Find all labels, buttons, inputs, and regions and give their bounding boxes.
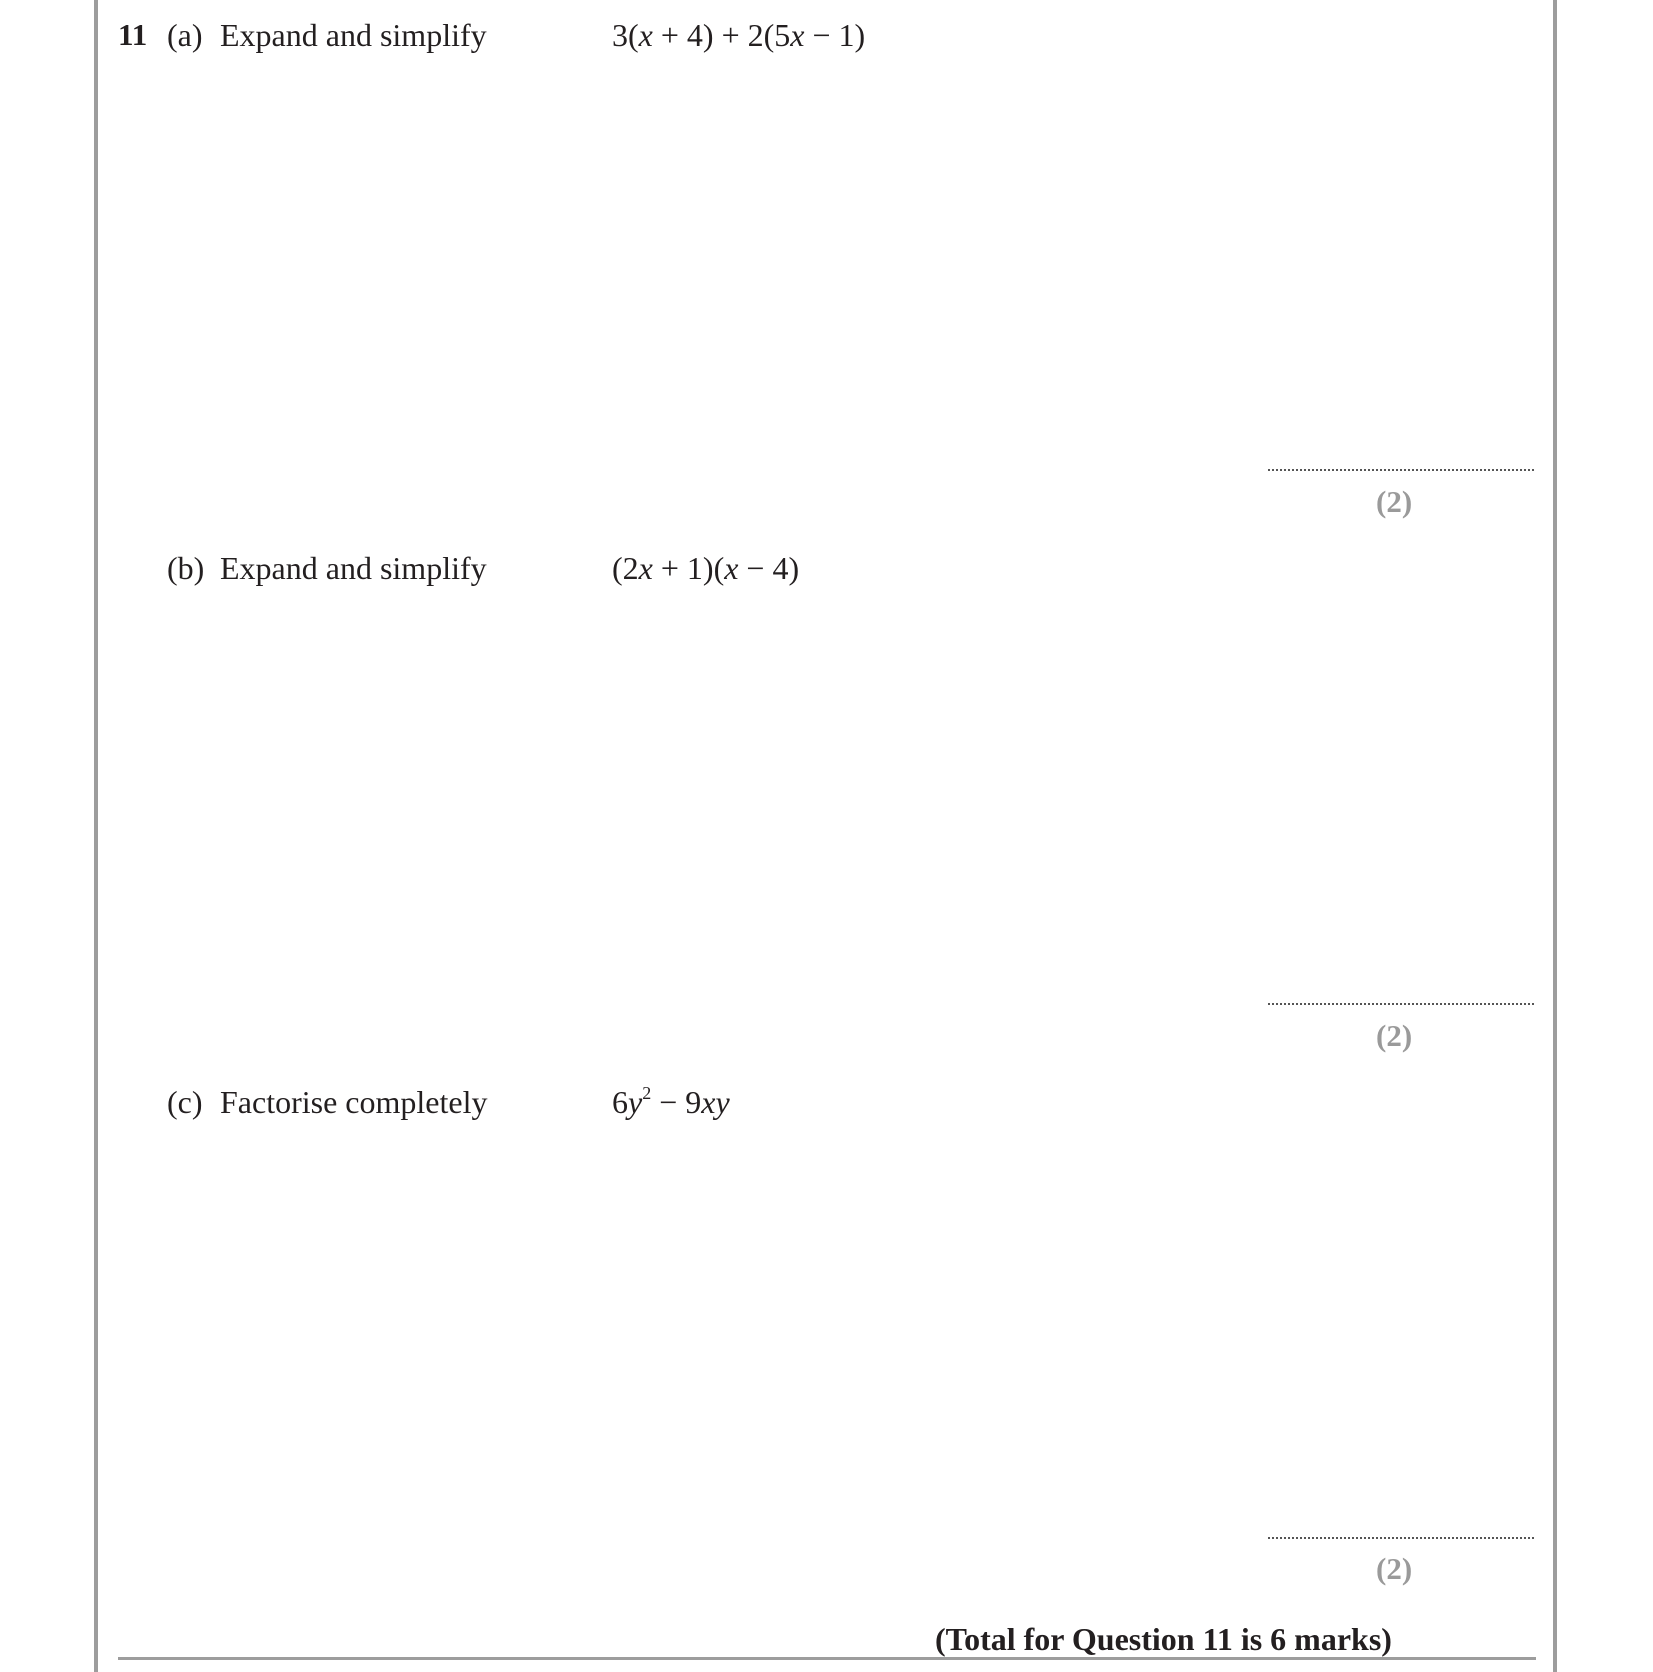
question-end-rule	[118, 1657, 1536, 1660]
part-b-answer-line[interactable]	[1268, 1003, 1534, 1005]
page-border-left	[94, 0, 98, 1672]
part-b-label: (b)	[167, 550, 205, 586]
part-c-instruction: Factorise completely	[220, 1084, 488, 1120]
page-border-right	[1553, 0, 1557, 1672]
part-b-expression: (2x + 1)(x − 4)	[612, 550, 800, 586]
question-total-marks: (Total for Question 11 is 6 marks)	[935, 1621, 1392, 1657]
part-b-marks: (2)	[1376, 1018, 1413, 1053]
question-number: 11	[118, 17, 148, 52]
part-c-expression: $6y^2 - 9xy$	[612, 1083, 730, 1120]
part-c-answer-line[interactable]	[1268, 1537, 1534, 1539]
part-c-label: (c)	[167, 1084, 203, 1120]
part-a-label: (a)	[167, 17, 203, 53]
part-a-answer-line[interactable]	[1268, 469, 1534, 471]
part-a-marks: (2)	[1376, 484, 1413, 519]
part-a-expression: 3(x + 4) + 2(5x − 1)	[612, 17, 866, 53]
part-a-instruction: Expand and simplify	[220, 17, 487, 53]
part-c-marks: (2)	[1376, 1551, 1413, 1586]
part-b-instruction: Expand and simplify	[220, 550, 487, 586]
